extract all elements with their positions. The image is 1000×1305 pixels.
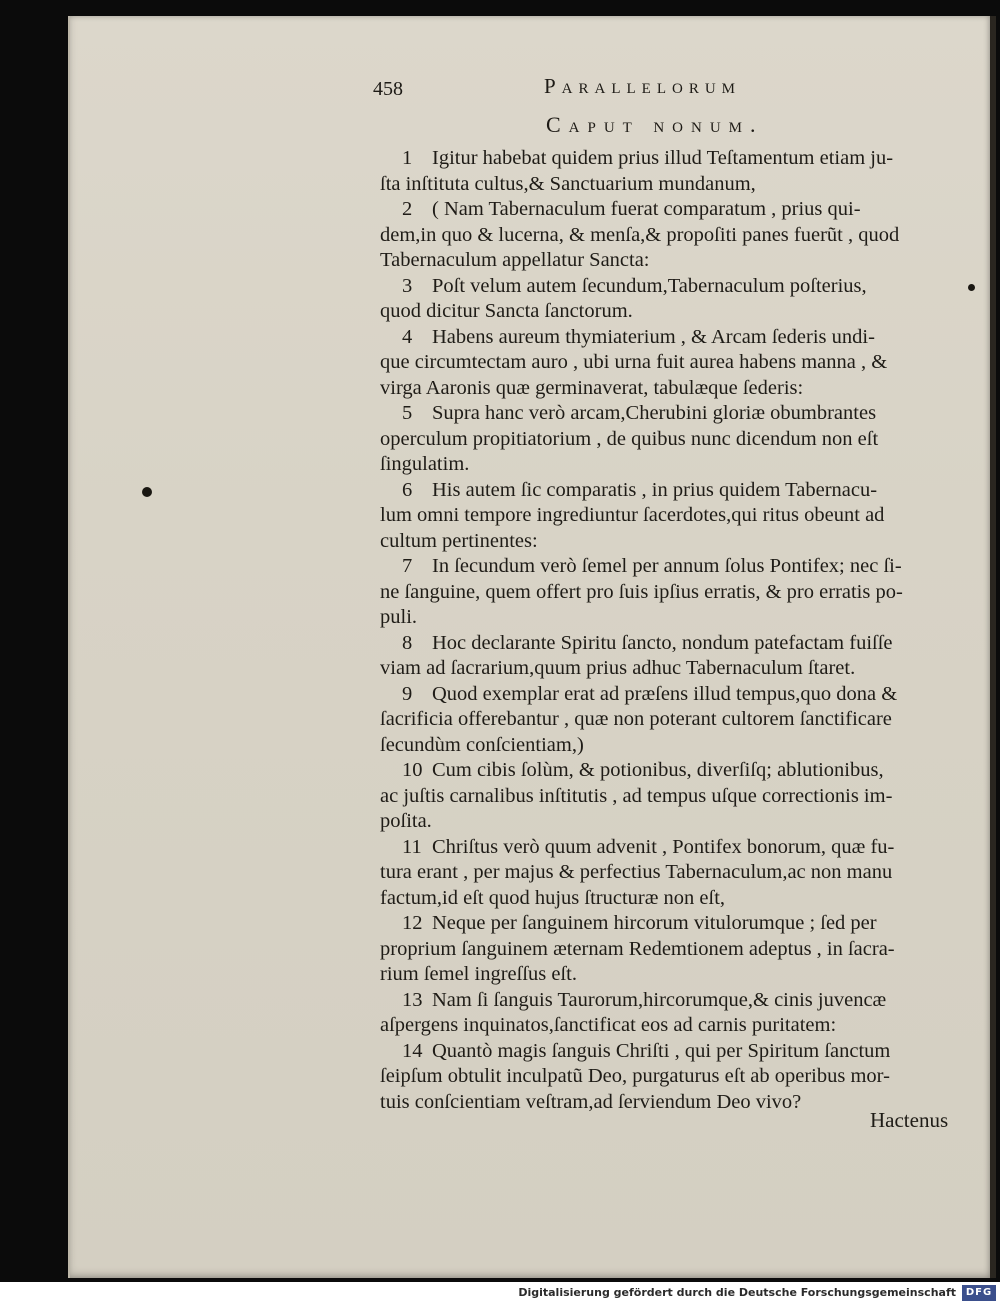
verse-text: Habens aureum thymiaterium , & Arcam ſederis undi- xyxy=(432,325,875,348)
verse xyxy=(380,401,970,478)
verse-number: 14 xyxy=(402,1039,423,1062)
verse-line xyxy=(380,299,970,325)
verse-text: ſeipſum obtulit inculpatũ Deo, purgaturus eſt ab operibus mor- xyxy=(380,1065,890,1087)
verse-line xyxy=(380,631,970,657)
verse-text: tura erant , per majus & perfectius Tabernaculum,ac non manu xyxy=(380,861,893,883)
verse xyxy=(380,146,970,197)
verse-line xyxy=(380,146,970,172)
verse-line xyxy=(380,223,970,249)
verse xyxy=(380,1039,970,1116)
verse-text: Cum cibis ſolùm, & potionibus, diverſiſq; ablutionibus, xyxy=(432,759,884,781)
verse-line xyxy=(380,707,970,733)
verse-number: 8 xyxy=(402,631,413,654)
verse-text: lum omni tempore ingrediuntur ſacerdotes,qui ritus obeunt ad xyxy=(380,504,885,526)
verse-line xyxy=(380,911,970,937)
verse xyxy=(380,631,970,682)
verse-text: Poſt velum autem ſecundum,Tabernaculum poſterius, xyxy=(432,274,867,297)
verse xyxy=(380,478,970,555)
verse-line xyxy=(380,835,970,861)
verse-text: Nam ſi ſanguis Taurorum,hircorumque,& cinis juvencæ xyxy=(432,988,887,1011)
verse-line xyxy=(380,860,970,886)
verse-line xyxy=(380,937,970,963)
verse-line xyxy=(380,988,970,1014)
verse-list xyxy=(380,146,970,1115)
verse-text: operculum propitiatorium , de quibus nunc dicendum non eſt xyxy=(380,427,879,450)
verse-number: 1 xyxy=(402,147,413,169)
verse-number: 5 xyxy=(402,402,413,424)
verse-line xyxy=(380,1013,970,1039)
verse-line xyxy=(380,758,970,784)
verse-line xyxy=(380,401,970,427)
verse-text: poſita. xyxy=(380,810,432,832)
verse-line xyxy=(380,478,970,504)
ink-spot xyxy=(142,487,152,497)
verse-line xyxy=(380,886,970,912)
funding-credit: Digitalisierung gefördert durch die Deutsche Forschungsgemeinschaft xyxy=(518,1286,956,1299)
verse-text: Hoc declarante Spiritu ſancto, nondum patefactam fuiſſe xyxy=(432,631,893,654)
verse xyxy=(380,835,970,912)
verse-number: 13 xyxy=(402,988,423,1011)
verse xyxy=(380,758,970,835)
verse-line xyxy=(380,656,970,682)
verse xyxy=(380,911,970,988)
verse-line xyxy=(380,580,970,606)
verse-line xyxy=(380,962,970,988)
verse xyxy=(380,325,970,402)
verse-text: tuis conſcientiam veſtram,ad ſerviendum Deo vivo? xyxy=(380,1090,802,1113)
verse-text: In ſecundum verò ſemel per annum ſolus Pontifex; nec ſi- xyxy=(432,555,902,577)
verse-line xyxy=(380,682,970,708)
verse xyxy=(380,197,970,274)
verse-text: aſpergens inquinatos,ſanctificat eos ad carnis puritatem: xyxy=(380,1014,837,1036)
verse-line xyxy=(380,452,970,478)
verse-line xyxy=(380,809,970,835)
verse-number: 3 xyxy=(402,274,413,297)
verse-line xyxy=(380,350,970,376)
verse-text: proprium ſanguinem æternam Redemtionem adeptus , in ſacra- xyxy=(380,937,895,960)
verse-text: Quantò magis ſanguis Chriſti , qui per Spiritum ſanctum xyxy=(432,1039,891,1062)
verse-text: Neque per ſanguinem hircorum vitulorumque ; ſed per xyxy=(432,912,877,934)
verse xyxy=(380,554,970,631)
chapter-title: Caput nonum. xyxy=(546,112,764,137)
dfg-logo-icon: DFG xyxy=(962,1285,996,1301)
verse-text: puli. xyxy=(380,606,418,628)
verse-text: factum,id eſt quod hujus ſtructuræ non eſt, xyxy=(380,886,726,909)
verse-text: Quod exemplar erat ad præſens illud tempus,quo dona & xyxy=(432,682,898,705)
verse-line xyxy=(380,1064,970,1090)
verse-line xyxy=(380,529,970,555)
verse-text: ſingulatim. xyxy=(380,453,470,475)
verse-text: quod dicitur Sancta ſanctorum. xyxy=(380,300,633,322)
verse-text: His autem ſic comparatis , in prius quidem Tabernacu- xyxy=(432,478,878,501)
verse-text: Supra hanc verò arcam,Cherubini gloriæ obumbrantes xyxy=(432,402,877,424)
verse-text: ( Nam Tabernaculum fuerat comparatum , prius qui- xyxy=(432,198,861,220)
verse-number: 10 xyxy=(402,759,423,781)
verse-number: 11 xyxy=(402,835,422,858)
verse-text: dem,in quo & lucerna, & menſa,& propoſiti panes fuerũt , quod xyxy=(380,223,900,246)
verse-line xyxy=(380,325,970,351)
verse xyxy=(380,988,970,1039)
verse-line xyxy=(380,503,970,529)
footer-bar xyxy=(0,1282,1000,1305)
verse-text: viam ad ſacrarium,quum prius adhuc Tabernaculum ſtaret. xyxy=(380,657,856,679)
verse-text: cultum pertinentes: xyxy=(380,529,538,552)
verse-text: ne ſanguine, quem offert pro ſuis ipſius erratis, & pro erratis po- xyxy=(380,580,903,603)
verse-number: 4 xyxy=(402,325,413,348)
verse-number: 9 xyxy=(402,682,413,705)
verse-line xyxy=(380,197,970,223)
verse-text: ſecundùm conſcientiam,) xyxy=(380,733,584,756)
verse-text: Chriſtus verò quum advenit , Pontifex bonorum, quæ fu- xyxy=(432,835,895,858)
verse-line xyxy=(380,784,970,810)
verse xyxy=(380,274,970,325)
verse-line xyxy=(380,172,970,198)
verse-text: virga Aaronis quæ germinaverat, tabulæque ſederis: xyxy=(380,376,804,399)
verse-line xyxy=(380,248,970,274)
verse-line xyxy=(380,376,970,402)
page-edge xyxy=(990,16,996,1278)
verse-text: Igitur habebat quidem prius illud Teſtamentum etiam ju- xyxy=(432,147,894,169)
verse-number: 6 xyxy=(402,478,413,501)
running-head: Parallelorum xyxy=(544,74,742,98)
verse-text: que circumtectam auro , ubi urna fuit aurea habens manna , & xyxy=(380,351,888,373)
verse-number: 12 xyxy=(402,912,423,934)
verse xyxy=(380,682,970,759)
verse-text: ſacrificia offerebantur , quæ non poterant cultorem ſanctificare xyxy=(380,708,892,730)
verse-line xyxy=(380,1039,970,1065)
ink-spot xyxy=(968,284,975,291)
catchword: Hactenus xyxy=(870,1108,949,1132)
verse-text: Tabernaculum appellatur Sancta: xyxy=(380,249,650,271)
verse-text: rium ſemel ingreſſus eſt. xyxy=(380,963,577,985)
verse-number: 2 xyxy=(402,198,413,220)
verse-number: 7 xyxy=(402,555,413,577)
verse-line xyxy=(380,605,970,631)
verse-text: ac juſtis carnalibus inſtitutis , ad tempus uſque correctionis im- xyxy=(380,784,893,807)
verse-line xyxy=(380,733,970,759)
page-number: 458 xyxy=(373,78,403,100)
verse-line xyxy=(380,274,970,300)
verse-text: ſta inſtituta cultus,& Sanctuarium mundanum, xyxy=(380,172,756,195)
verse-line xyxy=(380,554,970,580)
verse-line xyxy=(380,427,970,453)
